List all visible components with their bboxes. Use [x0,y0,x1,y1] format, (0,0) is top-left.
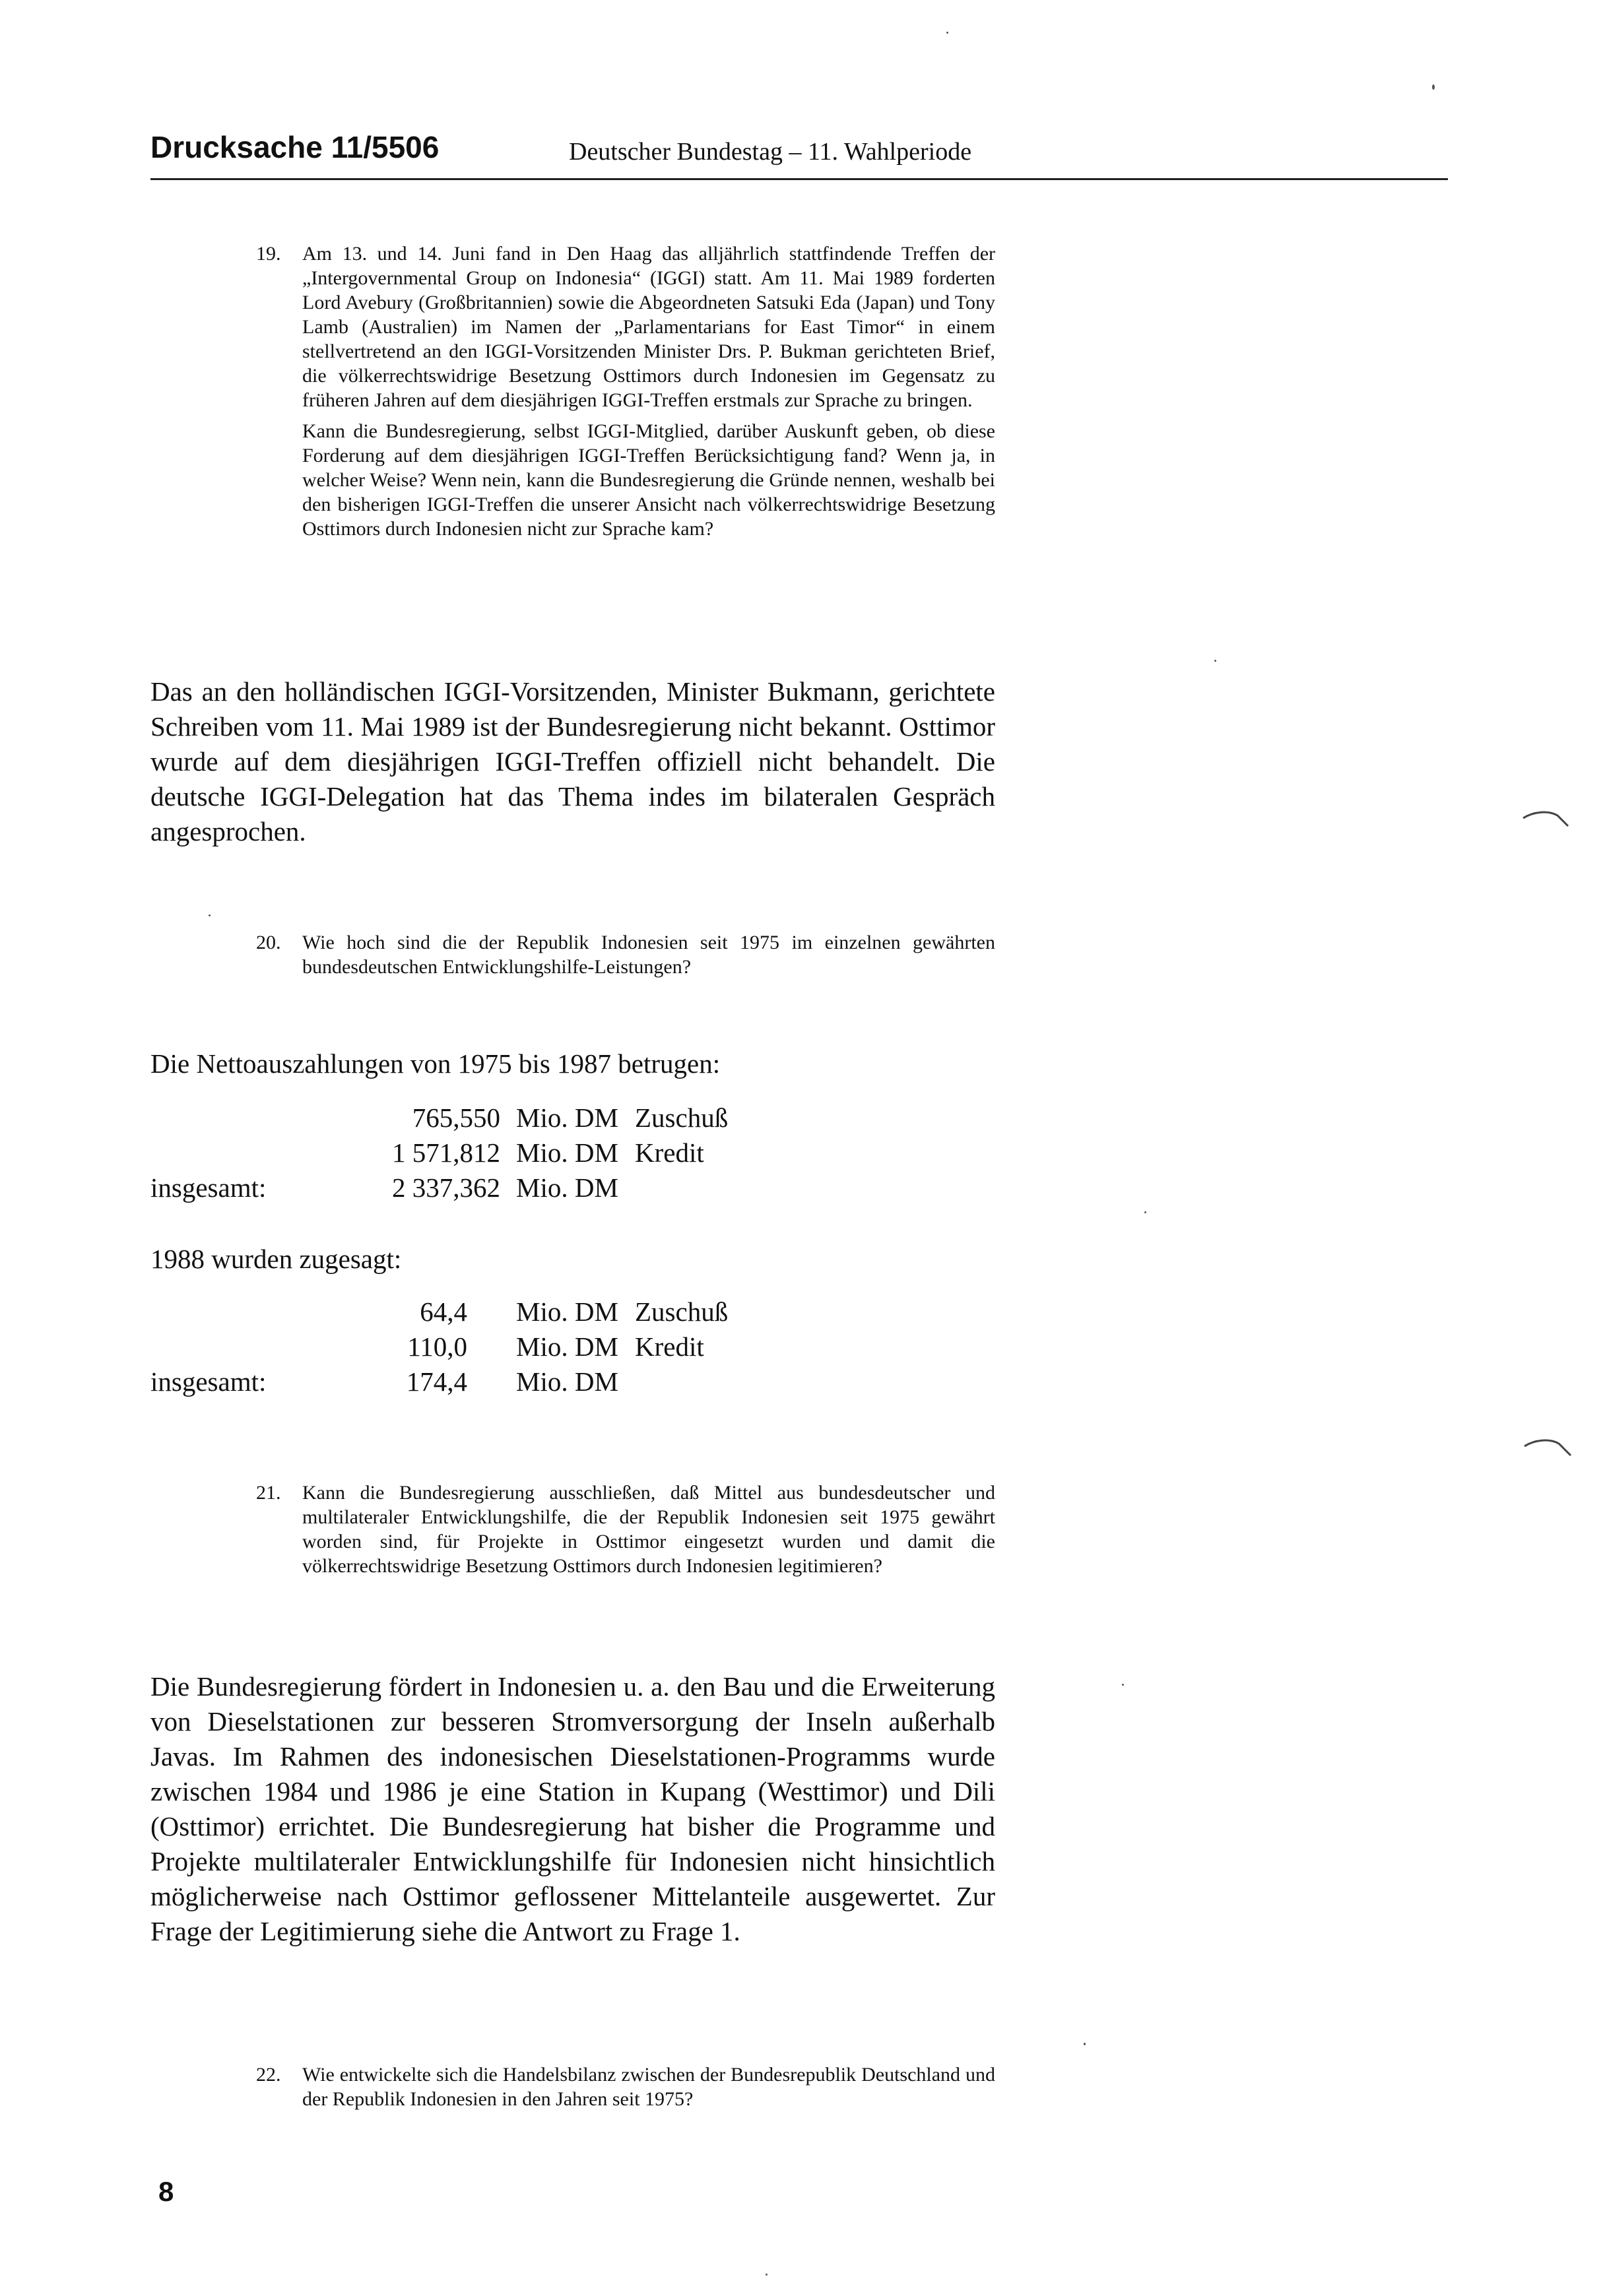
question-22 [256,2062,995,2111]
header-title: Deutscher Bundestag – 11. Wahlperiode [569,138,972,166]
question-paragraph: Kann die Bundesregierung, selbst IGGI-Mitglied, darüber Auskunft geben, ob diese Forderung auf dem diesjährigen IGGI-Treffen Berücksichtigung fand? Wenn ja, in welcher Weise? Wenn nein, kann die Bundesregierung die Gründe nennen, weshalb bei den bisherigen IGGI-Treffen die unserer Ansicht nach völkerrechtswidrige Besetzung Osttimors durch Indonesien nicht zur Sprache kam? [302,420,995,540]
scan-speck [1122,1684,1124,1686]
figure-unit: Mio. DM [516,1331,618,1362]
figure-type: Kredit [635,1137,704,1168]
figure-amount: 765,550 [412,1102,500,1133]
question-19 [256,241,995,541]
header-doc-number: Drucksache 11/5506 [150,130,440,164]
page-number: 8 [158,2176,174,2207]
scan-speck [766,2274,768,2276]
figure-unit: Mio. DM [516,1366,618,1397]
figure-amount: 2 337,362 [392,1172,500,1203]
figure-amount: 1 571,812 [392,1137,500,1168]
answer-paragraph: Das an den holländischen IGGI-Vorsitzenden, Minister Bukmann, gerichtete Schreiben vom 11. Mai 1989 ist der Bundesregierung nicht bekannt. Osttimor wurde auf dem diesjährigen IGGI-Treffen offiziell nicht behandelt. Die deutsche IGGI-Delegation hat das Thema indes im bilateralen Gespräch angesprochen. [150,676,995,846]
question-number: 20. [256,932,281,953]
answer-paragraph: Die Bundesregierung fördert in Indonesien u. a. den Bau und die Erweiterung von Dieselstationen zur besseren Stromversorgung der Inseln außerhalb Javas. Im Rahmen des indonesischen Dieselstationen-Programms wurde zwischen 1984 und 1986 je eine Station in Kupang (Westtimor) und Dili (Osttimor) errichtet. Die Bundesregierung hat bisher die Programme und Projekte multilateraler Entwicklungshilfe für Indonesien nicht hinsichtlich möglicherweise nach Osttimor geflossener Mittelanteile ausgewertet. Zur Frage der Legitimierung siehe die Antwort zu Frage 1. [150,1671,995,1946]
scan-speck [1214,660,1216,662]
figure-unit: Mio. DM [516,1102,618,1133]
question-paragraph: Wie entwickelte sich die Handelsbilanz zwischen der Bundesrepublik Deutschland und der Republik Indonesien in den Jahren seit 1975? [302,2064,995,2110]
figure-label: insgesamt: [150,1172,267,1203]
answer-20-mid: 1988 wurden zugesagt: [150,1244,402,1274]
scan-mark [1522,809,1571,829]
question-number: 21. [256,1482,281,1504]
header-rule [150,178,1448,180]
question-paragraph: Wie hoch sind die der Republik Indonesien seit 1975 im einzelnen gewährten bundesdeutschen Entwicklungshilfe-Leistungen? [302,932,995,978]
figure-amount: 64,4 [420,1296,467,1327]
scan-speck [1432,84,1435,90]
answer-21 [150,1669,995,1949]
scan-mark [1522,1436,1575,1458]
scan-speck [1084,2043,1086,2045]
figure-type: Kredit [635,1331,704,1362]
figure-amount: 174,4 [406,1366,467,1397]
figure-unit: Mio. DM [516,1137,618,1168]
figure-label: insgesamt: [150,1366,267,1397]
question-number: 22. [256,2064,281,2086]
answer-19 [150,674,995,849]
scan-speck [946,32,948,34]
figure-unit: Mio. DM [516,1172,618,1203]
scan-speck [1144,1211,1146,1213]
figure-type: Zuschuß [635,1102,729,1133]
figure-amount: 110,0 [407,1331,467,1362]
question-number: 19. [256,243,281,265]
question-paragraph: Kann die Bundesregierung ausschließen, daß Mittel aus bundesdeutscher und multilateraler Entwicklungshilfe, die der Republik Indonesien seit 1975 gewährt worden sind, für Projekte in Osttimor eingesetzt wurden und damit die völkerrechtswidrige Besetzung Osttimors durch Indonesien legitimieren? [302,1482,995,1577]
question-21 [256,1481,995,1578]
question-paragraph: Am 13. und 14. Juni fand in Den Haag das alljährlich stattfindende Treffen der „Intergovernmental Group on Indonesia“ (IGGI) statt. Am 11. Mai 1989 forderten Lord Avebury (Großbritannien) sowie die Abgeordneten Satsuki Eda (Japan) und Tony Lamb (Australien) im Namen der „Parlamentarians for East Timor“ in einem stellvertretend an den IGGI-Vorsitzenden Minister Drs. P. Bukman gerichteten Brief, die völkerrechtswidrige Besetzung Osttimors durch Indonesien im Gegensatz zu früheren Jahren auf dem diesjährigen IGGI-Treffen erstmals zur Sprache zu bringen. [302,243,995,411]
scan-speck [209,914,211,916]
question-20 [256,930,995,979]
figure-type: Zuschuß [635,1296,729,1327]
answer-20-intro: Die Nettoauszahlungen von 1975 bis 1987 betrugen: [150,1048,721,1079]
figure-unit: Mio. DM [516,1296,618,1327]
